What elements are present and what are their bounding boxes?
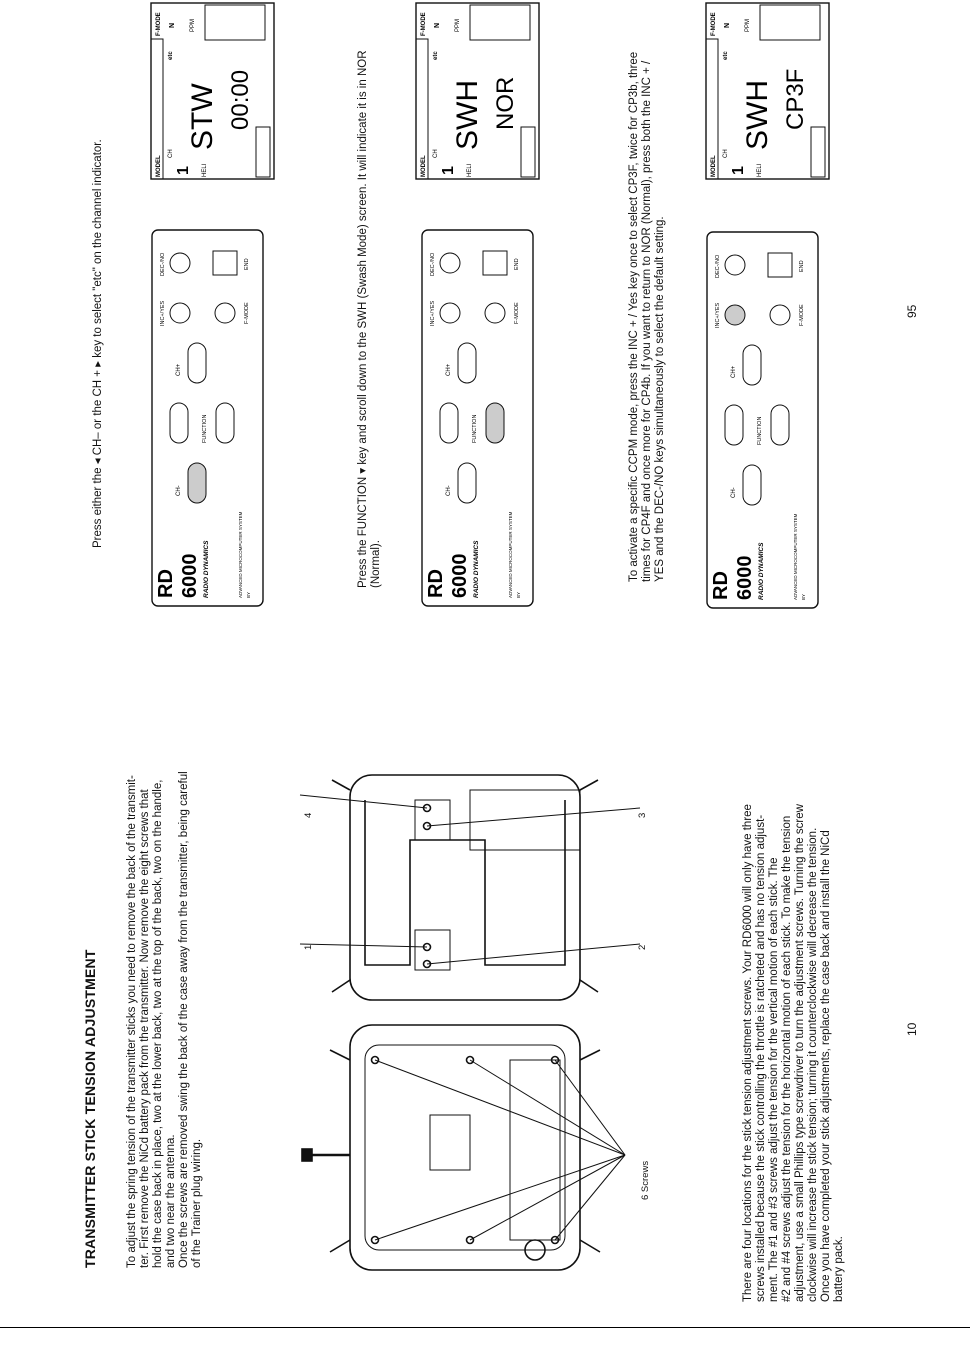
brand-rd: RD — [425, 569, 447, 598]
closing-line: Once you have completed your stick adjustments, replace the case back and install the NiCd — [820, 830, 832, 1302]
lcd-n-label: N — [169, 22, 176, 28]
brand-6000: 6000 — [734, 555, 756, 600]
instruction-1 — [92, 139, 105, 548]
closing-line: adjustment, use a small Phillips type screwdriver to turn the adjustment screws. Turning the screw — [794, 804, 806, 1302]
instruction-line: To activate a specific CCPM mode, press the INC + / Yes key once to select CP3F, twice for CP3b, three — [628, 51, 640, 582]
dec-no-label: DEC-/NO — [430, 252, 436, 276]
inc-yes-key[interactable] — [440, 303, 460, 323]
lcd-ch-label: CH — [723, 149, 729, 158]
f-mode-key[interactable] — [215, 303, 235, 323]
lcd-sub-text: 00:00 — [227, 69, 254, 130]
lcd-ppm-label: PPM — [190, 18, 196, 32]
ch-plus-key[interactable] — [188, 343, 206, 383]
end-key[interactable] — [768, 253, 792, 277]
lcd-drawing — [150, 2, 275, 180]
function-up-key[interactable] — [725, 405, 743, 445]
lcd-heli-label: HELI — [467, 163, 473, 177]
lcd-screen-3 — [705, 2, 830, 180]
ch-minus-label: CH- — [176, 485, 182, 496]
callout-3: 3 — [637, 812, 648, 818]
dec-no-label: DEC-/NO — [160, 252, 166, 276]
intro-paragraph — [126, 771, 204, 1268]
lcd-model-label: MODEL — [421, 155, 427, 177]
inc-yes-label: INC+/YES — [160, 300, 166, 326]
control-panel-3 — [705, 230, 820, 610]
instruction-line: Press the FUNCTION ▾ key and scroll down to the SWH (Swash Mode) screen. It will indicate it is in NOR — [357, 50, 369, 588]
end-label: END — [799, 260, 805, 272]
closing-line: #2 and #4 screws adjust the tension for the horizontal motion of each stick. To make the tension — [781, 815, 793, 1302]
page-number-left: 10 — [905, 1022, 919, 1036]
callout-4: 4 — [303, 812, 314, 818]
closing-line: clockwise will increase the stick tension; turning it counterclockwise will decrease the tension. — [807, 827, 819, 1302]
closing-paragraph — [742, 804, 846, 1302]
lcd-n-label: N — [724, 22, 731, 28]
case-back-drawing — [302, 1025, 625, 1270]
f-mode-label: F-MODE — [514, 302, 520, 324]
lcd-main-text: STW — [186, 83, 219, 150]
lcd-etc-label: etc — [433, 51, 439, 60]
lcd-heli-label: HELI — [757, 163, 763, 177]
end-label: END — [514, 258, 520, 270]
end-key[interactable] — [213, 251, 237, 275]
function-down-key[interactable] — [486, 403, 504, 443]
closing-line: ment. The #1 and #3 screws adjust the tension for the vertical motion of each stick. The — [768, 857, 780, 1302]
tagline: ADVANCED MICROCOMPUTER SYSTEM — [238, 511, 243, 598]
closing-line: screws installed because the stick controlling the throttle is ratcheted and has no tension adjust- — [755, 814, 767, 1302]
inc-yes-key[interactable] — [725, 305, 745, 325]
lcd-main-text: SWH — [741, 80, 774, 150]
instruction-line: times for CP4F and once more for CP4b. If you want to return to NOR (Normal), press both the INC + / — [641, 60, 653, 582]
function-label: FUNCTION — [757, 416, 763, 445]
ch-plus-key[interactable] — [743, 345, 761, 385]
brand-sub: RADIO DYNAMICS — [203, 540, 210, 598]
function-up-key[interactable] — [170, 403, 188, 443]
lcd-one: 1 — [440, 166, 457, 175]
intro-line: of the Trainer plug wiring. — [191, 1138, 203, 1268]
callout-2: 2 — [637, 944, 648, 950]
lcd-fmode-label: F-MODE — [421, 12, 427, 36]
brand-6000: 6000 — [179, 553, 201, 598]
lcd-sub-text: CP3F — [782, 68, 809, 130]
tagline: ADVANCED MICROCOMPUTER SYSTEM — [793, 513, 798, 600]
lcd-etc-label: etc — [168, 51, 174, 60]
end-key[interactable] — [483, 251, 507, 275]
transmitter-back-illustration — [270, 760, 670, 1280]
instruction-line: YES and the DEC-/NO keys simultaneously to select the default setting. — [654, 216, 666, 582]
inc-yes-label: INC+/YES — [430, 300, 436, 326]
intro-line: and two near the antenna. — [165, 1134, 177, 1268]
control-panel-drawing — [420, 228, 535, 608]
instruction-2 — [357, 51, 383, 589]
brand-rd: RD — [710, 571, 732, 600]
intro-line: hold the case back in place, two at the lower back, two at the top of the back, two on the handle, — [152, 779, 164, 1268]
ch-minus-label: CH- — [446, 485, 452, 496]
control-panel-2 — [420, 228, 535, 608]
control-panel-1 — [150, 228, 265, 608]
lcd-ppm-label: PPM — [455, 18, 461, 32]
bottom-rule — [0, 1327, 970, 1328]
lcd-screen-1 — [150, 2, 275, 180]
instruction-line: Press either the ◂ CH– or the CH + ▸ key to select "etc" on the channel indicator. — [92, 139, 104, 548]
ch-minus-key[interactable] — [743, 465, 761, 505]
function-label: FUNCTION — [202, 414, 208, 443]
lcd-one: 1 — [730, 166, 747, 175]
lcd-sub-text: NOR — [492, 76, 519, 130]
end-label: END — [244, 258, 250, 270]
f-mode-key[interactable] — [485, 303, 505, 323]
lcd-model-label: MODEL — [156, 155, 162, 177]
ch-plus-label: CH+ — [446, 363, 452, 376]
intro-line: To adjust the spring tension of the transmitter sticks you need to remove the back of the transmit- — [126, 775, 138, 1268]
ch-plus-label: CH+ — [731, 365, 737, 378]
ch-minus-key[interactable] — [458, 463, 476, 503]
control-panel-drawing — [705, 230, 820, 610]
ch-minus-label: CH- — [731, 487, 737, 498]
dec-no-key[interactable] — [170, 253, 190, 273]
lcd-one: 1 — [175, 166, 192, 175]
ch-plus-key[interactable] — [458, 343, 476, 383]
instruction-3 — [628, 52, 667, 582]
dec-no-key[interactable] — [440, 253, 460, 273]
by-line: BY — [801, 593, 806, 600]
open-case-drawing — [300, 775, 640, 1000]
lcd-fmode-label: F-MODE — [156, 12, 162, 36]
ch-minus-key[interactable] — [188, 463, 206, 503]
page-heading: TRANSMITTER STICK TENSION ADJUSTMENT — [82, 949, 98, 1268]
screws-label: 6 Screws — [640, 1160, 651, 1200]
control-panel-drawing — [150, 228, 265, 608]
dec-no-label: DEC-/NO — [715, 254, 721, 278]
intro-line: ter. First remove the NiCd battery pack from the transmitter. Now remove the eight screws that — [139, 789, 151, 1268]
brand-sub: RADIO DYNAMICS — [473, 540, 480, 598]
f-mode-key[interactable] — [770, 305, 790, 325]
brand-sub: RADIO DYNAMICS — [758, 542, 765, 600]
page-number-right: 95 — [905, 304, 919, 318]
lcd-etc-label: etc — [723, 51, 729, 60]
lcd-n-label: N — [434, 22, 441, 28]
callout-1: 1 — [303, 944, 314, 950]
lcd-fmode-label: F-MODE — [711, 12, 717, 36]
lcd-ch-label: CH — [168, 149, 174, 158]
ch-plus-label: CH+ — [176, 363, 182, 376]
lcd-drawing — [415, 2, 540, 180]
by-line: BY — [516, 591, 521, 598]
lcd-model-label: MODEL — [711, 155, 717, 177]
function-up-key[interactable] — [440, 403, 458, 443]
intro-line: Once the screws are removed swing the back of the case away from the transmitter, being careful — [178, 771, 190, 1268]
lcd-drawing — [705, 2, 830, 180]
instruction-line: (Normal). — [370, 540, 382, 588]
inc-yes-key[interactable] — [170, 303, 190, 323]
closing-line: battery pack. — [833, 1236, 845, 1302]
inc-yes-label: INC+/YES — [715, 302, 721, 328]
function-label: FUNCTION — [472, 414, 478, 443]
brand-6000: 6000 — [449, 553, 471, 598]
f-mode-label: F-MODE — [799, 304, 805, 326]
lcd-heli-label: HELI — [202, 163, 208, 177]
f-mode-label: F-MODE — [244, 302, 250, 324]
tagline: ADVANCED MICROCOMPUTER SYSTEM — [508, 511, 513, 598]
brand-rd: RD — [155, 569, 177, 598]
lcd-ppm-label: PPM — [745, 18, 751, 32]
closing-line: There are four locations for the stick tension adjustment screws. Your RD6000 will only have three — [742, 804, 754, 1302]
dec-no-key[interactable] — [725, 255, 745, 275]
function-down-key[interactable] — [216, 403, 234, 443]
lcd-ch-label: CH — [433, 149, 439, 158]
lcd-screen-2 — [415, 2, 540, 180]
by-line: BY — [246, 591, 251, 598]
lcd-main-text: SWH — [451, 80, 484, 150]
function-down-key[interactable] — [771, 405, 789, 445]
